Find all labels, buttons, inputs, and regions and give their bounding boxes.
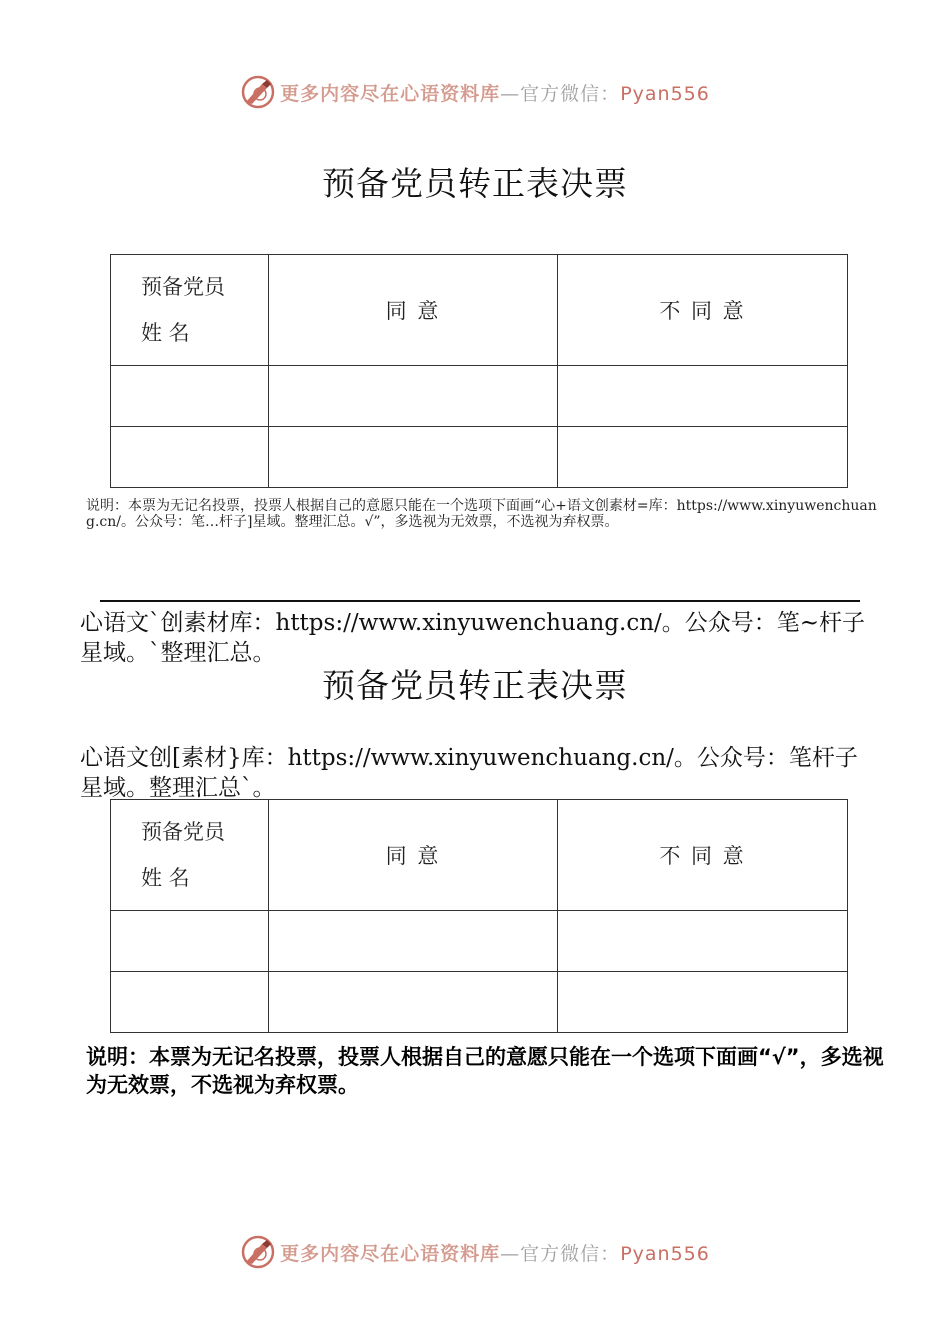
ballot2-title: 预备党员转正表决票: [322, 666, 628, 705]
agree-header-cell: 同 意: [269, 800, 558, 911]
banner-text: [280, 79, 710, 106]
agree-cell[interactable]: [269, 911, 558, 972]
banner-main: 更多内容尽在心语资料库: [280, 82, 501, 105]
disagree-cell[interactable]: [558, 911, 848, 972]
banner-wechat-id: Pyan556: [620, 82, 710, 105]
agree-cell[interactable]: [269, 427, 558, 488]
pen-logo-icon: [240, 74, 276, 110]
divider-line: [100, 600, 860, 602]
ballot2-note: 说明：本票为无记名投票，投票人根据自己的意愿只能在一个选项下面画“√”，多选视为无效票，不选视为弃权票。: [86, 1045, 884, 1097]
name-header-line2: 姓 名: [141, 321, 190, 345]
disagree-cell[interactable]: [558, 427, 848, 488]
name-header-line1: 预备党员: [141, 820, 225, 844]
name-cell[interactable]: [111, 911, 269, 972]
ballot2-intro-text: 心语文创[素材}库：https://www.xinyuwenchuang.cn/。公众号：笔杆子星域。整理汇总`。: [80, 745, 858, 801]
banner-main: 更多内容尽在心语资料库: [280, 1242, 501, 1265]
ballot1-table: [110, 254, 848, 488]
disagree-cell[interactable]: [558, 972, 848, 1033]
ballot1-title: 预备党员转正表决票: [322, 164, 628, 203]
table-row: [111, 911, 848, 972]
name-cell[interactable]: [111, 427, 269, 488]
ballot1-header-row: [111, 255, 848, 366]
agree-header-cell: 同 意: [269, 255, 558, 366]
table-row: [111, 427, 848, 488]
agree-cell[interactable]: [269, 366, 558, 427]
pen-logo-icon: [240, 1234, 276, 1270]
ballot2-header-row: [111, 800, 848, 911]
ballot1-note: 说明：本票为无记名投票，投票人根据自己的意愿只能在一个选项下面画“心+语文创素材=库：https://www.xinyuwenchuang.cn/。公众号：笔…杆子]星域。整理汇总。√”，多选视为无效票，不选视为弃权票。: [86, 498, 877, 530]
name-cell[interactable]: [111, 972, 269, 1033]
table-row: [111, 972, 848, 1033]
name-header-line1: 预备党员: [141, 275, 225, 299]
agree-cell[interactable]: [269, 972, 558, 1033]
header-banner: [0, 72, 950, 112]
ballot2-table: [110, 799, 848, 1033]
separator-text: 心语文`创素材库：https://www.xinyuwenchuang.cn/。公众号：笔~杆子星域。`整理汇总。: [80, 610, 866, 666]
table-row: [111, 366, 848, 427]
name-header-cell: [111, 255, 269, 366]
banner-separator: —官方微信：: [500, 82, 621, 105]
name-header-line2: 姓 名: [141, 866, 190, 890]
name-header-cell: [111, 800, 269, 911]
name-cell[interactable]: [111, 366, 269, 427]
footer-banner: [0, 1232, 950, 1272]
disagree-cell[interactable]: [558, 366, 848, 427]
banner-wechat-id: Pyan556: [620, 1242, 710, 1265]
banner-text: [280, 1239, 710, 1266]
banner-separator: —官方微信：: [500, 1242, 621, 1265]
disagree-header-cell: 不 同 意: [558, 255, 848, 366]
disagree-header-cell: 不 同 意: [558, 800, 848, 911]
